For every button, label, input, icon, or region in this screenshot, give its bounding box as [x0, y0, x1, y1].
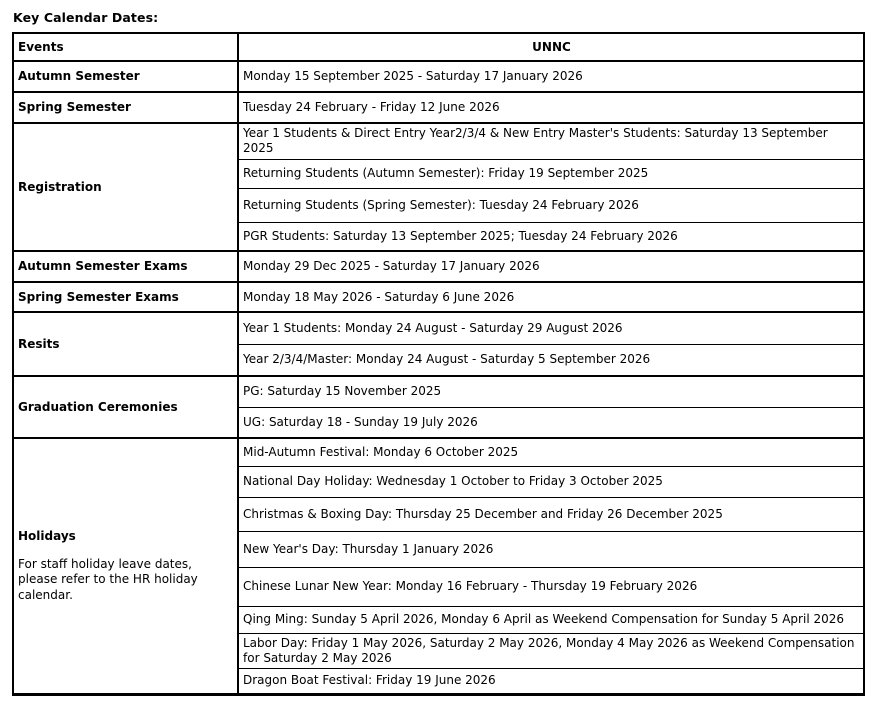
date-value: Chinese Lunar New Year: Monday 16 February - Thursday 19 February 2026 — [238, 567, 864, 606]
event-label: Holidays — [18, 528, 76, 543]
date-value: Year 1 Students & Direct Entry Year2/3/4 & New Entry Master's Students: Saturday 13 September 2025 — [238, 123, 864, 159]
table-row-graduation-ceremonies — [13, 376, 864, 407]
event-note: For staff holiday leave dates, please refer to the HR holiday calendar. — [18, 556, 198, 602]
table-row-autumn-semester-exams — [13, 251, 864, 282]
table-row-spring-semester — [13, 92, 864, 123]
date-value: Mid-Autumn Festival: Monday 6 October 2025 — [238, 438, 864, 466]
date-value: Monday 29 Dec 2025 - Saturday 17 January 2026 — [238, 251, 864, 282]
event-label: Autumn Semester — [13, 61, 238, 92]
event-label: Registration — [13, 123, 238, 251]
table-row-registration — [13, 123, 864, 159]
unnc-column-header: UNNC — [238, 33, 864, 61]
page-title: Key Calendar Dates: — [13, 10, 159, 25]
date-value: Monday 15 September 2025 - Saturday 17 January 2026 — [238, 61, 864, 92]
date-value: Labor Day: Friday 1 May 2026, Saturday 2 May 2026, Monday 4 May 2026 as Weekend Compensation for Saturday 2 May 2026 — [238, 633, 864, 668]
table-row-holidays — [13, 438, 864, 466]
date-value: Dragon Boat Festival: Friday 19 June 2026 — [238, 668, 864, 694]
event-label: Spring Semester — [13, 92, 238, 123]
event-label-holidays — [13, 438, 238, 694]
key-calendar-dates-table — [12, 32, 865, 696]
date-value: PGR Students: Saturday 13 September 2025; Tuesday 24 February 2026 — [238, 222, 864, 251]
date-value: PG: Saturday 15 November 2025 — [238, 376, 864, 407]
event-label: Autumn Semester Exams — [13, 251, 238, 282]
table-row-resits — [13, 312, 864, 344]
events-column-header: Events — [13, 33, 238, 61]
date-value: Year 1 Students: Monday 24 August - Saturday 29 August 2026 — [238, 312, 864, 344]
table-header-row — [13, 33, 864, 61]
date-value: Qing Ming: Sunday 5 April 2026, Monday 6 April as Weekend Compensation for Sunday 5 April 2026 — [238, 606, 864, 633]
date-value: National Day Holiday: Wednesday 1 October to Friday 3 October 2025 — [238, 466, 864, 497]
event-label: Spring Semester Exams — [13, 282, 238, 312]
date-value: Christmas & Boxing Day: Thursday 25 December and Friday 26 December 2025 — [238, 497, 864, 531]
table-row-spring-semester-exams — [13, 282, 864, 312]
date-value: New Year's Day: Thursday 1 January 2026 — [238, 531, 864, 567]
date-value: Year 2/3/4/Master: Monday 24 August - Saturday 5 September 2026 — [238, 344, 864, 376]
date-value: UG: Saturday 18 - Sunday 19 July 2026 — [238, 407, 864, 438]
event-label: Resits — [13, 312, 238, 376]
table-row-autumn-semester — [13, 61, 864, 92]
event-label: Graduation Ceremonies — [13, 376, 238, 438]
date-value: Tuesday 24 February - Friday 12 June 2026 — [238, 92, 864, 123]
date-value: Returning Students (Spring Semester): Tuesday 24 February 2026 — [238, 188, 864, 222]
date-value: Monday 18 May 2026 - Saturday 6 June 2026 — [238, 282, 864, 312]
date-value: Returning Students (Autumn Semester): Friday 19 September 2025 — [238, 159, 864, 188]
